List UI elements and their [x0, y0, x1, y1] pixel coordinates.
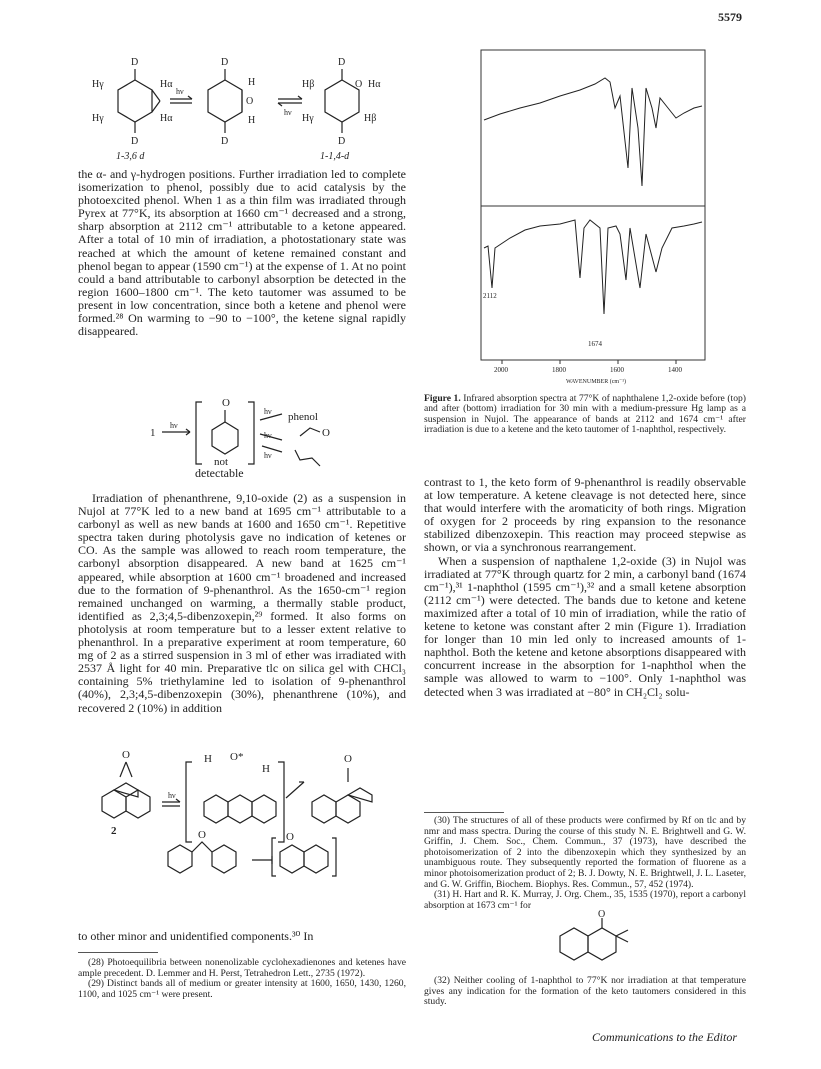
label-o-4: O: [322, 427, 330, 439]
scheme-3-phenanthrene-oxide: [80, 742, 420, 882]
label-o-6: O: [344, 753, 352, 765]
peak-label-2112: 2112: [483, 292, 497, 300]
label-h-alpha-2: Hα: [160, 113, 173, 124]
label-d-3: D: [221, 57, 229, 68]
footnotes-left: [78, 958, 406, 1000]
tick-1600: 1600: [610, 366, 624, 374]
label-o-9: O: [598, 909, 606, 920]
label-d-2: D: [131, 136, 139, 147]
label-o-2: O: [355, 79, 363, 90]
footnote-divider-right: [424, 812, 504, 813]
label-o-3: O: [222, 397, 230, 409]
footnotes-right: [424, 816, 746, 911]
phenol-label: phenol: [288, 411, 318, 423]
x-axis-label: WAVENUMBER (cm⁻¹): [566, 379, 627, 385]
label-o-8: O: [286, 831, 294, 843]
label-d-6: D: [338, 136, 346, 147]
label-hv-2: hν: [284, 108, 292, 117]
figure-1-ir-spectra: [480, 48, 712, 388]
label-o-star: O*: [230, 751, 244, 763]
footnote-30: (30) The structures of all of these products were confirmed by Rf on tlc and by nmr and mass spectra. During the course of this study N. E. Brightwell and G. W. Griffin, J. Chem. Soc., Chem. Commun., 37 (1973), have described the photoisomerization of 2 into the dibenzoxepin which they synthesized by an unambiguous route. They subsequently reported the formation of fluorene as a minor photoisomerization product of 2; B. J. Dowty, N. E. Brightwell, J. L. Laseter, and G. W. Griffin, Biochem. Biophys. Res. Commun., 57, 452 (1974).: [424, 815, 746, 890]
label-h-2: H: [248, 115, 256, 126]
label-hv-3: hν: [170, 421, 178, 430]
footnote-28: (28) Photoequilibria between nonenolizable cyclohexadienones and ketenes have ample precedent. D. Lemmer and H. Perst, Tetrahedron Lett., 2735 (1972).: [78, 957, 406, 979]
scheme-4-keto-tautomer: [546, 908, 656, 970]
not-label: not: [214, 456, 229, 468]
body-paragraph-3: to other minor and unidentified components.³⁰ In: [78, 929, 314, 943]
footnote-29: (29) Distinct bands all of medium or greater intensity at 1600, 1650, 1430, 1260, 1100, and 1025 cm⁻¹ were present.: [78, 978, 406, 1000]
body-paragraph-right-1: contrast to 1, the keto form of 9-phenanthrol is readily observable at low temperature. A ketene cleavage is not detected here, since that would interfere with the aromaticity of both rings. Migration of oxygen for 2 proceeds by ring expansion to the resonance stabilized dibenzoxepin. This reaction may proceed stepwise as shown, or via a synchronous rearrangement. When a suspension of napthalene 1,2-oxide (3) in Nujol was irradiated at 77°K through quartz for 2 min, a carbonyl band (1674 cm⁻¹),³¹ 1-naphthol (1595 cm⁻¹),³² and a small ketene absorption (2112 cm⁻¹) were detected. The bands due to ketone and ketene maximized after a total of 10 min of irradiation, while the ratio of ketene to ketone was constant after 2 min (Figure 1). Irradiation for longer than 10 min led only to increased amounts of 1-naphthol. Both the ketene and ketone absorptions disappeared with concurrent increase in the absorption for 1-naphthol when the sample was allowed to warm to −100°. Only 1-naphthol was detected when 3 was irradiated at −80° in CH₂Cl₂ solu-: [424, 475, 746, 699]
label-h-alpha-3: Hα: [368, 79, 381, 90]
tick-1400: 1400: [668, 366, 682, 374]
running-footer: Communications to the Editor: [592, 1030, 737, 1044]
page-number: 5579: [718, 10, 742, 24]
label-hv: hν: [176, 87, 184, 96]
caption-compound-b: 1-1,4-d: [320, 151, 350, 162]
label-h-4: H: [262, 763, 270, 775]
footnote-divider: [78, 952, 158, 953]
label-h-beta-2: Hβ: [364, 113, 377, 124]
scheme-2-ketene-formation: [150, 392, 390, 472]
scheme-1-oxepin-equilibrium: [80, 55, 420, 165]
label-h: H: [248, 77, 256, 88]
label-d: D: [131, 57, 139, 68]
tick-2000: 2000: [494, 366, 508, 374]
detectable-label: detectable: [195, 466, 244, 480]
label-hv-6: hν: [264, 451, 272, 460]
label-h-gamma: Hγ: [92, 79, 104, 90]
label-d-5: D: [338, 57, 346, 68]
footnote-32: (32) Neither cooling of 1-naphthol to 77°K nor irradiation at that temperature gives any indication for the formation of the keto tautomers considered in this study.: [424, 975, 746, 1008]
label-o-5: O: [122, 749, 130, 761]
label-h-gamma-3: Hγ: [302, 113, 314, 124]
label-d-4: D: [221, 136, 229, 147]
body-paragraph-2: Irradiation of phenanthrene, 9,10-oxide (2) as a suspension in Nujol at 77°K led to a new band at 1695 cm⁻¹ attributable to a carbonyl as well as new bands at 1600 and 1650 cm⁻¹. Repetitive spectra taken during photolysis gave no indication of ketenes or CO. As the sample was allowed to reach room temperature, the carbonyl absorption disappeared. A new band at 1625 cm⁻¹ appeared, while absorption at 1600 cm⁻¹ broadened and increased due to the formation of 9-phenanthrol. As the 1650-cm⁻¹ region remained unchanged on warming, a thermally stable product, identified as 2,3;4,5-dibenzoxepin,²⁹ formed. It also forms on photolysis at room temperature but to a lesser extent relative to phenanthrol. In a preparative experiment at room temperature, 60 mg of 2 as a stirred suspension in 3 ml of ether was irradiated with 2537 Å light for 40 min. Preparative tlc on silica gel with CHCl₃ containing 5% triethylamine led to isolation of 9-phenanthrol (40%), 2,3;4,5-dibenzoxepin (30%), phenanthrene (10%), and recovered 2 (10%) in addition: [78, 491, 406, 715]
label-h-3: H: [204, 753, 212, 765]
peak-label-1674: 1674: [588, 340, 602, 348]
label-hv-7: hν: [168, 791, 176, 800]
compound-2-label: 2: [111, 825, 117, 837]
label-hv-4: hν: [264, 407, 272, 416]
label-h-gamma-2: Hγ: [92, 113, 104, 124]
body-paragraph-1: the α- and γ-hydrogen positions. Further irradiation led to complete isomerization to phenol, possibly due to acid catalysis by the photoexcited phenol. When 1 as a thin film was irradiated through Pyrex at 77°K, its absorption at 1660 cm⁻¹ decreased and a strong, sharp absorption at 2112 cm⁻¹ attributable to a ketone appeared. After a total of 10 min of irradiation, a photostationary state was reached at which the amount of ketene remained constant and phenol began to appear (1590 cm⁻¹) at the expense of 1. At no point could a band attributable to carbonyl absorption be detected in the region 1600–1800 cm⁻¹. The keto tautomer was assumed to be present in low concentration, since both a ketene and phenol were formed.²⁸ On warming to −90 to −100°, the ketene signal rapidly disappeared.: [78, 167, 406, 339]
label-o: O: [246, 96, 254, 107]
figure-1-caption: Figure 1. Infrared absorption spectra at 77°K of naphthalene 1,2-oxide before (top) and after (bottom) irradiation for 30 min with a medium-pressure Hg lamp as a suspension in Nujol. The appearance of bands at 2112 and 1674 cm⁻¹ after irradiation is due to a ketene and the keto tautomer of 1-naphthol, respectively.: [424, 393, 746, 436]
tick-1800: 1800: [552, 366, 566, 374]
label-hv-5: hν: [264, 431, 272, 440]
body-paragraph-right-2: When a suspension of napthalene 1,2-oxide (3) in Nujol was irradiated at 77°K through quartz for 2 min, a carbonyl band (1674 cm⁻¹),³¹ 1-naphthol (1595 cm⁻¹),³² and a small ketene absorption (2112 cm⁻¹) were detected. The bands due to ketone and ketene maximized after a total of 10 min of irradiation, while the ratio of ketene to ketone was constant after 2 min (Figure 1). Irradiation for longer than 10 min led only to increased amounts of 1-naphthol. Both the ketene and ketone absorptions disappeared with concurrent increase in the absorption for 1-naphthol when the sample was allowed to warm to −100°. Only 1-naphthol was detected when 3 was irradiated at −80° in CH₂Cl₂ solu-: [424, 553, 746, 699]
start-compound-label: 1: [150, 427, 156, 439]
label-h-alpha: Hα: [160, 79, 173, 90]
label-h-beta: Hβ: [302, 79, 315, 90]
caption-compound-a: 1-3,6 d: [116, 151, 145, 162]
label-o-7: O: [198, 829, 206, 841]
footnote-31: (31) H. Hart and R. K. Murray, J. Org. Chem., 35, 1535 (1970), report a carbonyl absorption at 1673 cm⁻¹ for: [424, 889, 746, 911]
